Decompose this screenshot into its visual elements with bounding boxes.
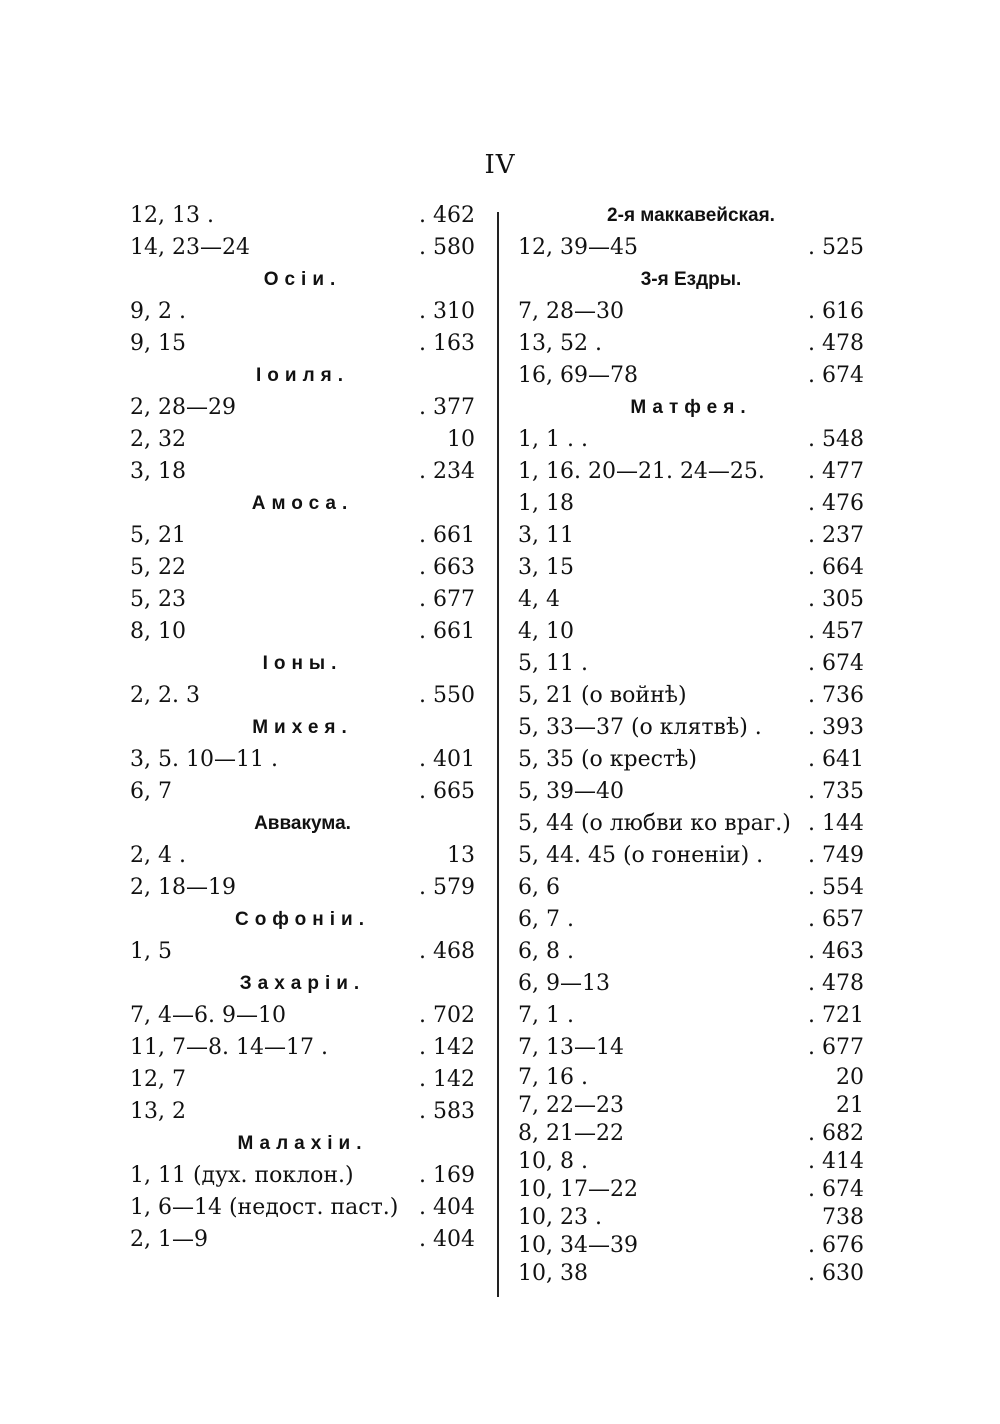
verse-reference: 6, 9—13 xyxy=(518,971,610,996)
verse-reference: 2, 28—29 xyxy=(130,395,236,420)
index-entry xyxy=(130,232,475,264)
verse-reference: 5, 22 xyxy=(130,555,186,580)
verse-reference: 12, 13 . xyxy=(130,203,214,228)
verse-reference: 13, 52 . xyxy=(518,331,602,356)
index-entry xyxy=(130,552,475,584)
verse-reference: 2, 32 xyxy=(130,427,186,452)
page-reference: 738 xyxy=(822,1205,864,1230)
verse-reference: 6, 8 . xyxy=(518,939,574,964)
page-reference: . 674 xyxy=(808,651,864,676)
index-entry xyxy=(518,1092,864,1120)
page-reference: . 305 xyxy=(808,587,864,612)
verse-reference: 5, 39—40 xyxy=(518,779,624,804)
verse-reference: 12, 39—45 xyxy=(518,235,638,260)
index-entry xyxy=(518,1148,864,1176)
verse-reference: 1, 1 . . xyxy=(518,427,588,452)
page-reference: . 676 xyxy=(808,1233,864,1258)
index-entry xyxy=(130,424,475,456)
index-entry xyxy=(130,776,475,808)
index-entry xyxy=(518,520,864,552)
index-entry xyxy=(130,1096,475,1128)
book-heading: Захаріи. xyxy=(239,973,366,994)
page-reference: . 142 xyxy=(419,1067,475,1092)
verse-reference: 3, 15 xyxy=(518,555,574,580)
page-reference: . 664 xyxy=(808,555,864,580)
page-reference: . 579 xyxy=(419,875,475,900)
page-reference: . 404 xyxy=(419,1227,475,1252)
verse-reference: 16, 69—78 xyxy=(518,363,638,388)
page-reference: . 616 xyxy=(808,299,864,324)
verse-reference: 10, 23 . xyxy=(518,1205,602,1230)
page-reference: . 749 xyxy=(808,843,864,868)
verse-reference: 9, 15 xyxy=(130,331,186,356)
page-reference: . 477 xyxy=(808,459,864,484)
column-divider xyxy=(497,212,499,1297)
index-entry xyxy=(518,360,864,392)
verse-reference: 5, 44. 45 (о гоненіи) . xyxy=(518,843,764,868)
index-entry xyxy=(518,840,864,872)
verse-reference: 10, 17—22 xyxy=(518,1177,638,1202)
index-entry xyxy=(130,744,475,776)
book-heading: Михея. xyxy=(252,717,353,738)
index-entry xyxy=(518,232,864,264)
page-reference: . 682 xyxy=(808,1121,864,1146)
verse-reference: 7, 4—6. 9—10 xyxy=(130,1003,286,1028)
index-entry xyxy=(518,296,864,328)
verse-reference: 7, 13—14 xyxy=(518,1035,624,1060)
page-reference: . 377 xyxy=(419,395,475,420)
verse-reference: 14, 23—24 xyxy=(130,235,250,260)
index-entry xyxy=(130,392,475,424)
page-reference: . 457 xyxy=(808,619,864,644)
page-reference: . 661 xyxy=(419,523,475,548)
verse-reference: 4, 10 xyxy=(518,619,574,644)
index-entry xyxy=(130,1064,475,1096)
book-heading: Амоса. xyxy=(251,493,354,514)
verse-reference: 1, 16. 20—21. 24—25. xyxy=(518,459,765,484)
page-reference: . 237 xyxy=(808,523,864,548)
page-reference: . 234 xyxy=(419,459,475,484)
index-entry xyxy=(518,1000,864,1032)
verse-reference: 5, 44 (о любви ко враг.) xyxy=(518,811,791,836)
verse-reference: 4, 4 xyxy=(518,587,560,612)
page-reference: . 476 xyxy=(808,491,864,516)
verse-reference: 12, 7 xyxy=(130,1067,186,1092)
page-reference: . 404 xyxy=(419,1195,475,1220)
left-index-column xyxy=(130,200,475,1256)
page-reference: . 463 xyxy=(808,939,864,964)
index-entry xyxy=(518,776,864,808)
index-entry xyxy=(518,328,864,360)
page-reference: . 525 xyxy=(808,235,864,260)
index-entry xyxy=(130,616,475,648)
page-reference: . 478 xyxy=(808,971,864,996)
page-reference: . 462 xyxy=(419,203,475,228)
book-heading: 3-я Ездры. xyxy=(640,269,742,290)
verse-reference: 13, 2 xyxy=(130,1099,186,1124)
verse-reference: 10, 38 xyxy=(518,1261,588,1286)
book-heading: Іоиля. xyxy=(256,365,349,386)
page-reference: . 661 xyxy=(419,619,475,644)
index-entry xyxy=(518,648,864,680)
page-reference: . 401 xyxy=(419,747,475,772)
verse-reference: 7, 1 . xyxy=(518,1003,574,1028)
book-heading: Аввакума. xyxy=(254,813,351,834)
index-entry xyxy=(518,488,864,520)
page-reference: . 736 xyxy=(808,683,864,708)
book-heading: Осіи. xyxy=(263,269,342,290)
index-entry xyxy=(518,744,864,776)
index-entry xyxy=(130,1192,475,1224)
page-reference: . 310 xyxy=(419,299,475,324)
verse-reference: 7, 28—30 xyxy=(518,299,624,324)
page-reference: . 478 xyxy=(808,331,864,356)
index-entry xyxy=(130,872,475,904)
verse-reference: 6, 6 xyxy=(518,875,560,900)
index-entry xyxy=(130,936,475,968)
index-entry xyxy=(130,680,475,712)
index-entry xyxy=(518,680,864,712)
verse-reference: 6, 7 . xyxy=(518,907,574,932)
index-entry xyxy=(518,616,864,648)
page-reference: . 548 xyxy=(808,427,864,452)
page-reference: 21 xyxy=(836,1093,864,1118)
verse-reference: 11, 7—8. 14—17 . xyxy=(130,1035,328,1060)
index-entry xyxy=(130,296,475,328)
verse-reference: 7, 16 . xyxy=(518,1065,588,1090)
verse-reference: 6, 7 xyxy=(130,779,172,804)
index-entry xyxy=(130,1032,475,1064)
verse-reference: 5, 21 xyxy=(130,523,186,548)
page-reference: . 674 xyxy=(808,363,864,388)
index-entry xyxy=(518,872,864,904)
page-reference: . 665 xyxy=(419,779,475,804)
index-entry xyxy=(130,520,475,552)
page-reference: . 630 xyxy=(808,1261,864,1286)
verse-reference: 5, 35 (о крестѣ) xyxy=(518,747,697,772)
index-entry xyxy=(518,456,864,488)
index-entry xyxy=(130,1224,475,1256)
verse-reference: 8, 10 xyxy=(130,619,186,644)
index-entry xyxy=(518,1232,864,1260)
index-entry xyxy=(518,712,864,744)
verse-reference: 2, 2. 3 xyxy=(130,683,200,708)
page-number: IV xyxy=(484,150,516,180)
page-reference: . 702 xyxy=(419,1003,475,1028)
index-entry xyxy=(518,1120,864,1148)
verse-reference: 3, 11 xyxy=(518,523,574,548)
book-heading: Іоны. xyxy=(262,653,343,674)
verse-reference: 3, 18 xyxy=(130,459,186,484)
index-entry xyxy=(518,904,864,936)
index-entry xyxy=(130,840,475,872)
book-heading: 2-я маккавейская. xyxy=(607,205,775,226)
page-reference: . 393 xyxy=(808,715,864,740)
index-entry xyxy=(130,1000,475,1032)
index-entry xyxy=(130,456,475,488)
verse-reference: 2, 4 . xyxy=(130,843,186,868)
verse-reference: 9, 2 . xyxy=(130,299,186,324)
verse-reference: 1, 18 xyxy=(518,491,574,516)
page-reference: . 583 xyxy=(419,1099,475,1124)
index-entry xyxy=(518,1204,864,1232)
page-reference: . 677 xyxy=(419,587,475,612)
book-heading: Малахіи. xyxy=(237,1133,368,1154)
page-reference: . 142 xyxy=(419,1035,475,1060)
page-reference: . 144 xyxy=(808,811,864,836)
index-entry xyxy=(130,1160,475,1192)
book-heading: Матфея. xyxy=(630,397,752,418)
page-reference: . 677 xyxy=(808,1035,864,1060)
page-reference: 13 xyxy=(447,843,475,868)
index-entry xyxy=(130,200,475,232)
index-entry xyxy=(518,552,864,584)
page-reference: . 735 xyxy=(808,779,864,804)
verse-reference: 5, 33—37 (о клятвѣ) . xyxy=(518,715,762,740)
page-reference: . 580 xyxy=(419,235,475,260)
page-reference: . 550 xyxy=(419,683,475,708)
index-entry xyxy=(518,424,864,456)
verse-reference: 10, 8 . xyxy=(518,1149,588,1174)
page-reference: . 163 xyxy=(419,331,475,356)
verse-reference: 5, 11 . xyxy=(518,651,588,676)
verse-reference: 7, 22—23 xyxy=(518,1093,624,1118)
book-heading: Софоніи. xyxy=(234,909,371,930)
page-reference: . 641 xyxy=(808,747,864,772)
page-reference: . 663 xyxy=(419,555,475,580)
page-reference: . 674 xyxy=(808,1177,864,1202)
index-entry xyxy=(518,808,864,840)
verse-reference: 10, 34—39 xyxy=(518,1233,638,1258)
verse-reference: 1, 5 xyxy=(130,939,172,964)
verse-reference: 1, 11 (дух. поклон.) xyxy=(130,1163,354,1188)
verse-reference: 1, 6—14 (недост. паст.) xyxy=(130,1195,399,1220)
index-entry xyxy=(518,584,864,616)
page-reference: 10 xyxy=(447,427,475,452)
verse-reference: 8, 21—22 xyxy=(518,1121,624,1146)
page-reference: . 657 xyxy=(808,907,864,932)
page-reference: . 468 xyxy=(419,939,475,964)
index-entry xyxy=(518,1032,864,1064)
index-entry xyxy=(518,968,864,1000)
index-entry xyxy=(518,1176,864,1204)
verse-reference: 2, 1—9 xyxy=(130,1227,208,1252)
page-reference: . 169 xyxy=(419,1163,475,1188)
page-reference: 20 xyxy=(836,1065,864,1090)
right-index-column xyxy=(518,200,864,1288)
page-reference: . 554 xyxy=(808,875,864,900)
page-reference: . 414 xyxy=(808,1149,864,1174)
page-reference: . 721 xyxy=(808,1003,864,1028)
index-entry xyxy=(130,584,475,616)
index-entry xyxy=(518,1064,864,1092)
verse-reference: 5, 21 (о войнѣ) xyxy=(518,683,687,708)
index-entry xyxy=(130,328,475,360)
index-entry xyxy=(518,936,864,968)
verse-reference: 3, 5. 10—11 . xyxy=(130,747,278,772)
verse-reference: 5, 23 xyxy=(130,587,186,612)
verse-reference: 2, 18—19 xyxy=(130,875,236,900)
index-entry xyxy=(518,1260,864,1288)
